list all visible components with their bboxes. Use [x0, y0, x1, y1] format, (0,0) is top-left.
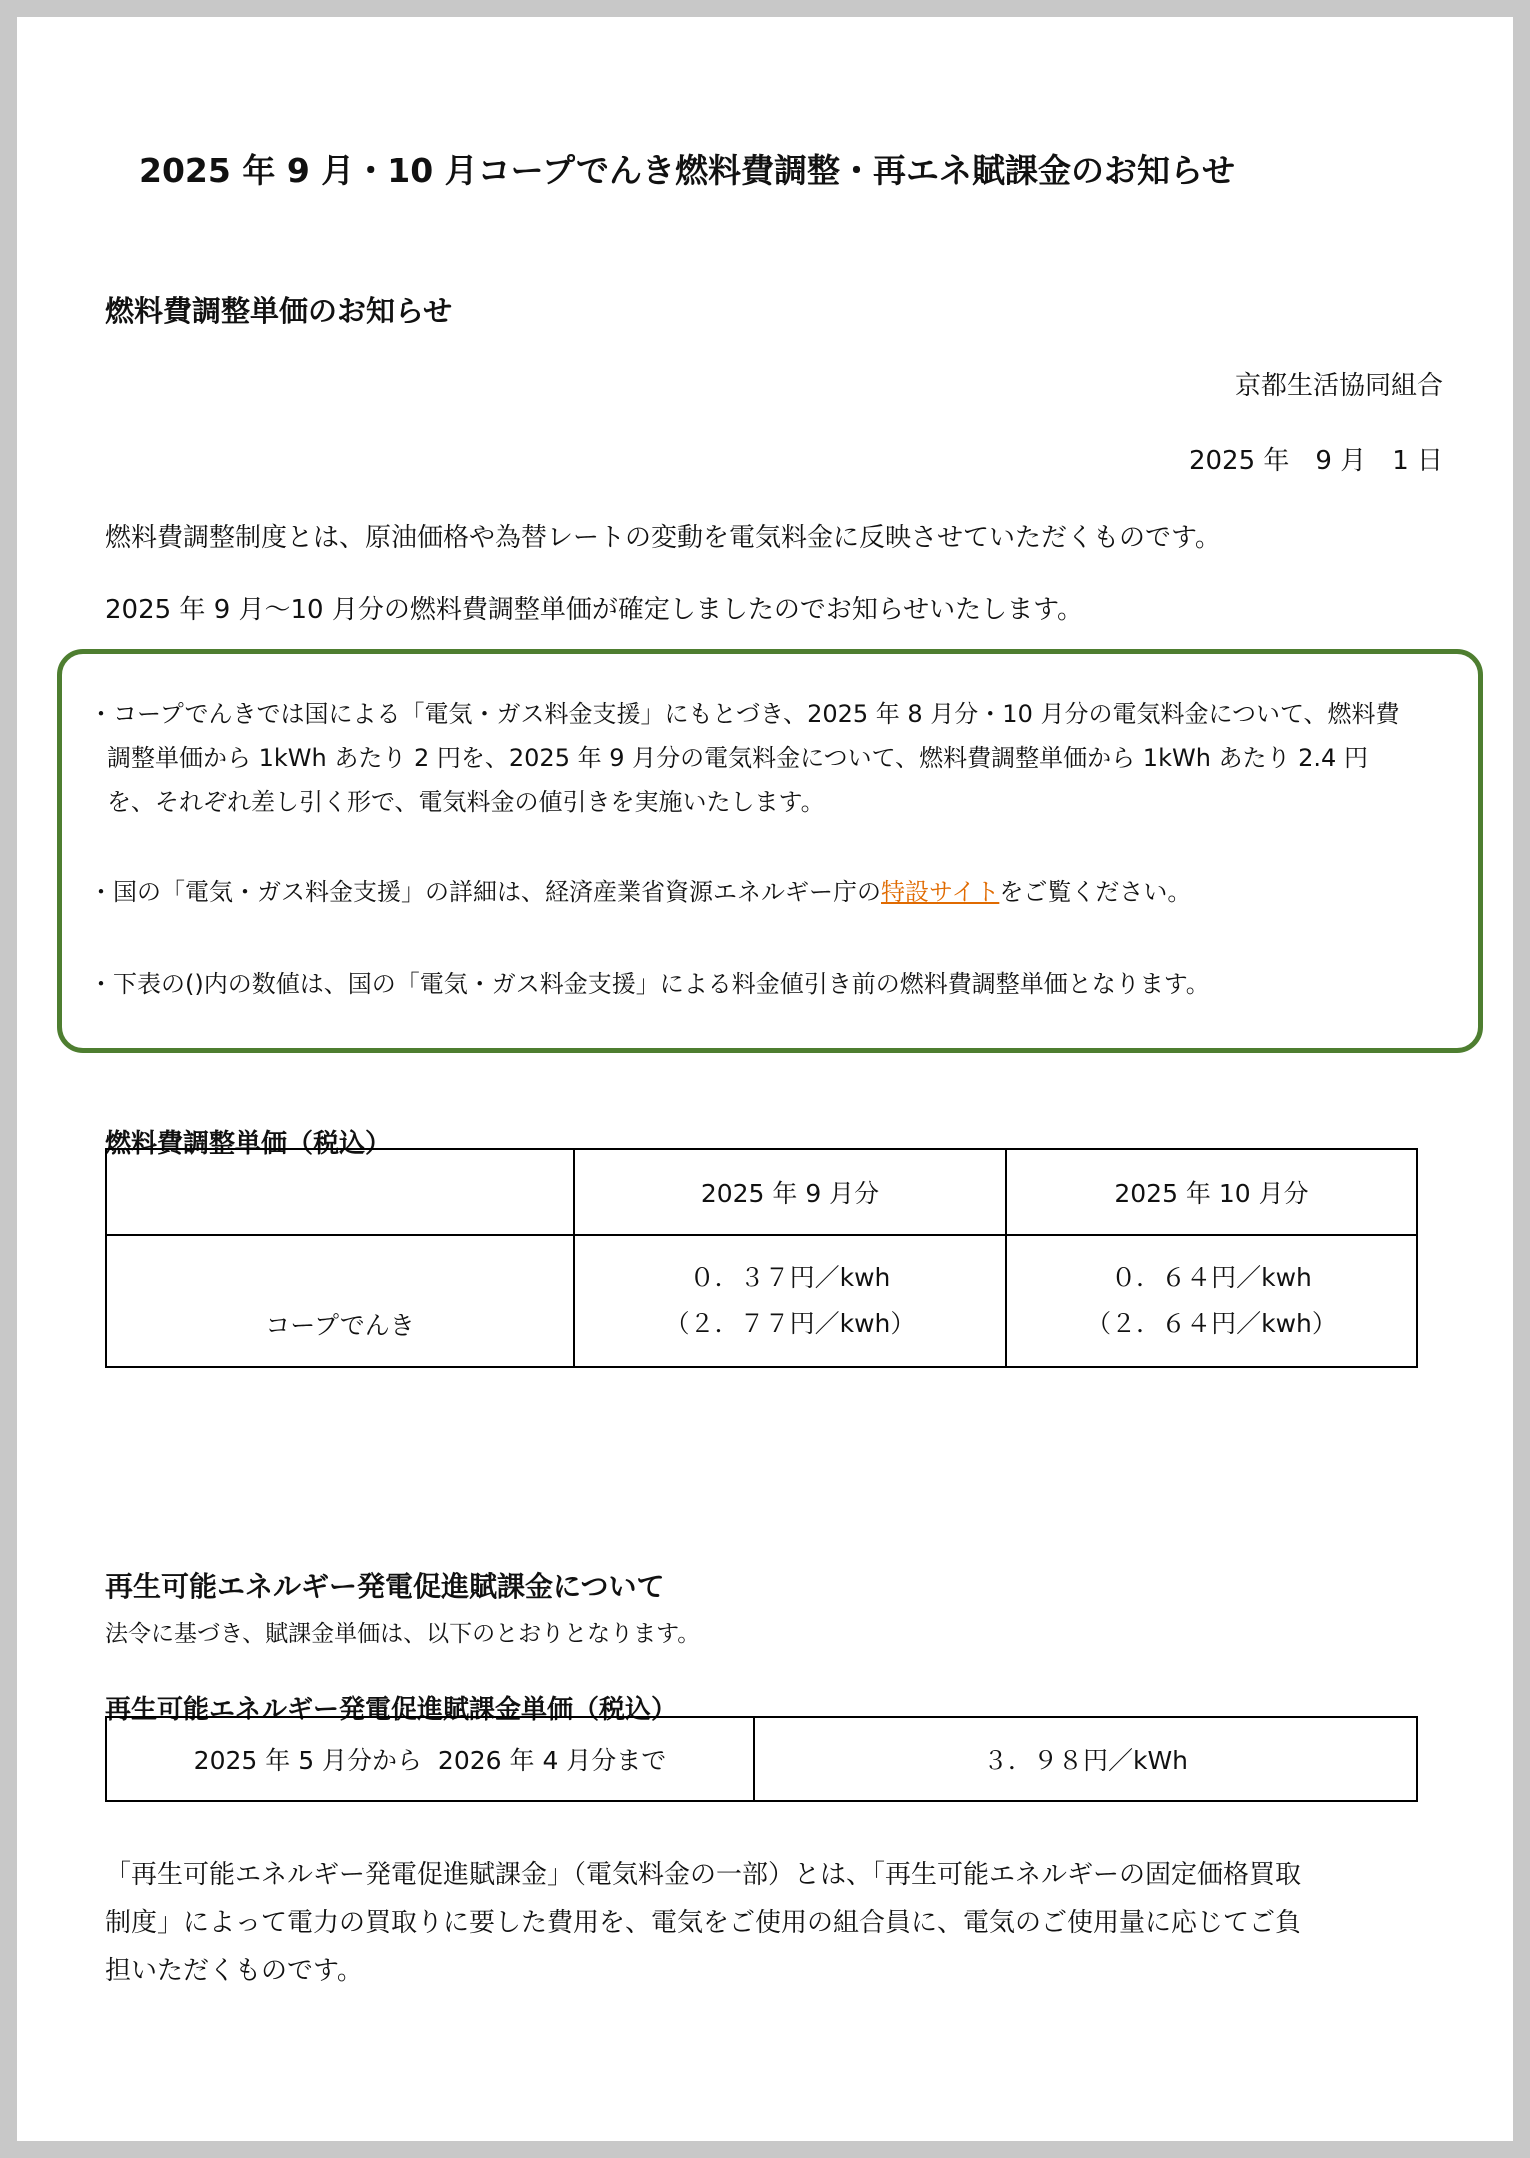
notice-bullet-2-prefix: ・国の「電気・ガス料金支援」の詳細は、経済産業省資源エネルギー庁の [89, 878, 881, 906]
october-rate-cell [1006, 1235, 1417, 1367]
notice-bullet-1-line-3: を、それぞれ差し引く形で、電気料金の値引きを実施いたします。 [107, 788, 825, 816]
special-site-link[interactable]: 特設サイト [881, 878, 1000, 906]
fuel-confirm-paragraph: 2025 年 9 月～10 月分の燃料費調整単価が確定しましたのでお知らせいたします。 [105, 595, 1083, 625]
renewable-explanation [105, 1851, 1301, 1995]
fuel-intro-paragraph: 燃料費調整制度とは、原油価格や為替レートの変動を電気料金に反映させていただくものです。 [105, 523, 1221, 553]
table-row [106, 1717, 1417, 1801]
table-row [106, 1235, 1417, 1367]
fuel-adjustment-table [105, 1148, 1418, 1368]
notice-date: 2025 年 9 月 1 日 [1188, 446, 1443, 476]
notice-bullet-2-suffix: をご覧ください。 [999, 878, 1192, 906]
notice-bullet-1-line-2: 調整単価から 1kWh あたり 2 円を、2025 年 9 月分の電気料金について、燃料費調整単価から 1kWh あたり 2.4 円 [107, 744, 1368, 772]
september-original-rate: （２．７７円／kwh） [664, 1309, 916, 1338]
september-rate-cell [574, 1235, 1006, 1367]
notice-bullet-3: ・下表の()内の数値は、国の「電気・ガス料金支援」による料金値引き前の燃料費調整単価となります。 [89, 970, 1210, 998]
row-label-coop-denki: コープでんき [106, 1235, 574, 1367]
levy-period: 2025 年 5 月分から 2026 年 4 月分まで [106, 1717, 754, 1801]
renewable-subtext: 法令に基づき、賦課金単価は、以下のとおりとなります。 [105, 1621, 701, 1647]
notice-bullet-1-line-1: ・コープでんきでは国による「電気・ガス料金支援」にもとづき、2025 年 8 月分・10 月分の電気料金について、燃料費 [89, 700, 1400, 728]
renewable-table-caption: 再生可能エネルギー発電促進賦課金単価（税込） [105, 1695, 678, 1725]
levy-rate: ３．９８円／kWh [754, 1717, 1417, 1801]
renewable-section-heading: 再生可能エネルギー発電促進賦課金について [105, 1570, 665, 1603]
organization-name: 京都生活協同組合 [1234, 371, 1443, 401]
table-header-empty [106, 1149, 574, 1235]
october-rate: ０．６４円／kwh [1111, 1263, 1312, 1292]
table-header-row [106, 1149, 1417, 1235]
renewable-levy-table [105, 1716, 1418, 1802]
renewable-explanation-line-1: 「再生可能エネルギー発電促進賦課金」（電気料金の一部）とは、「再生可能エネルギーの固定価格買取 [105, 1860, 1302, 1890]
fuel-section-heading: 燃料費調整単価のお知らせ [105, 294, 453, 328]
renewable-explanation-line-2: 制度」によって電力の買取りに要した費用を、電気をご使用の組合員に、電気のご使用量に応じてご負 [105, 1908, 1302, 1938]
document-page [17, 17, 1513, 2141]
october-original-rate: （２．６４円／kwh） [1086, 1309, 1337, 1338]
renewable-explanation-line-3: 担いただくものです。 [105, 1956, 363, 1986]
table-header-october: 2025 年 10 月分 [1006, 1149, 1417, 1235]
september-rate: ０．３７円／kwh [689, 1263, 891, 1292]
table-header-september: 2025 年 9 月分 [574, 1149, 1006, 1235]
page-title: 2025 年 9 月・10 月コープでんき燃料費調整・再エネ賦課金のお知らせ [139, 151, 1236, 190]
notice-bullet-2 [89, 869, 1191, 915]
fuel-table-caption: 燃料費調整単価（税込） [105, 1129, 392, 1159]
